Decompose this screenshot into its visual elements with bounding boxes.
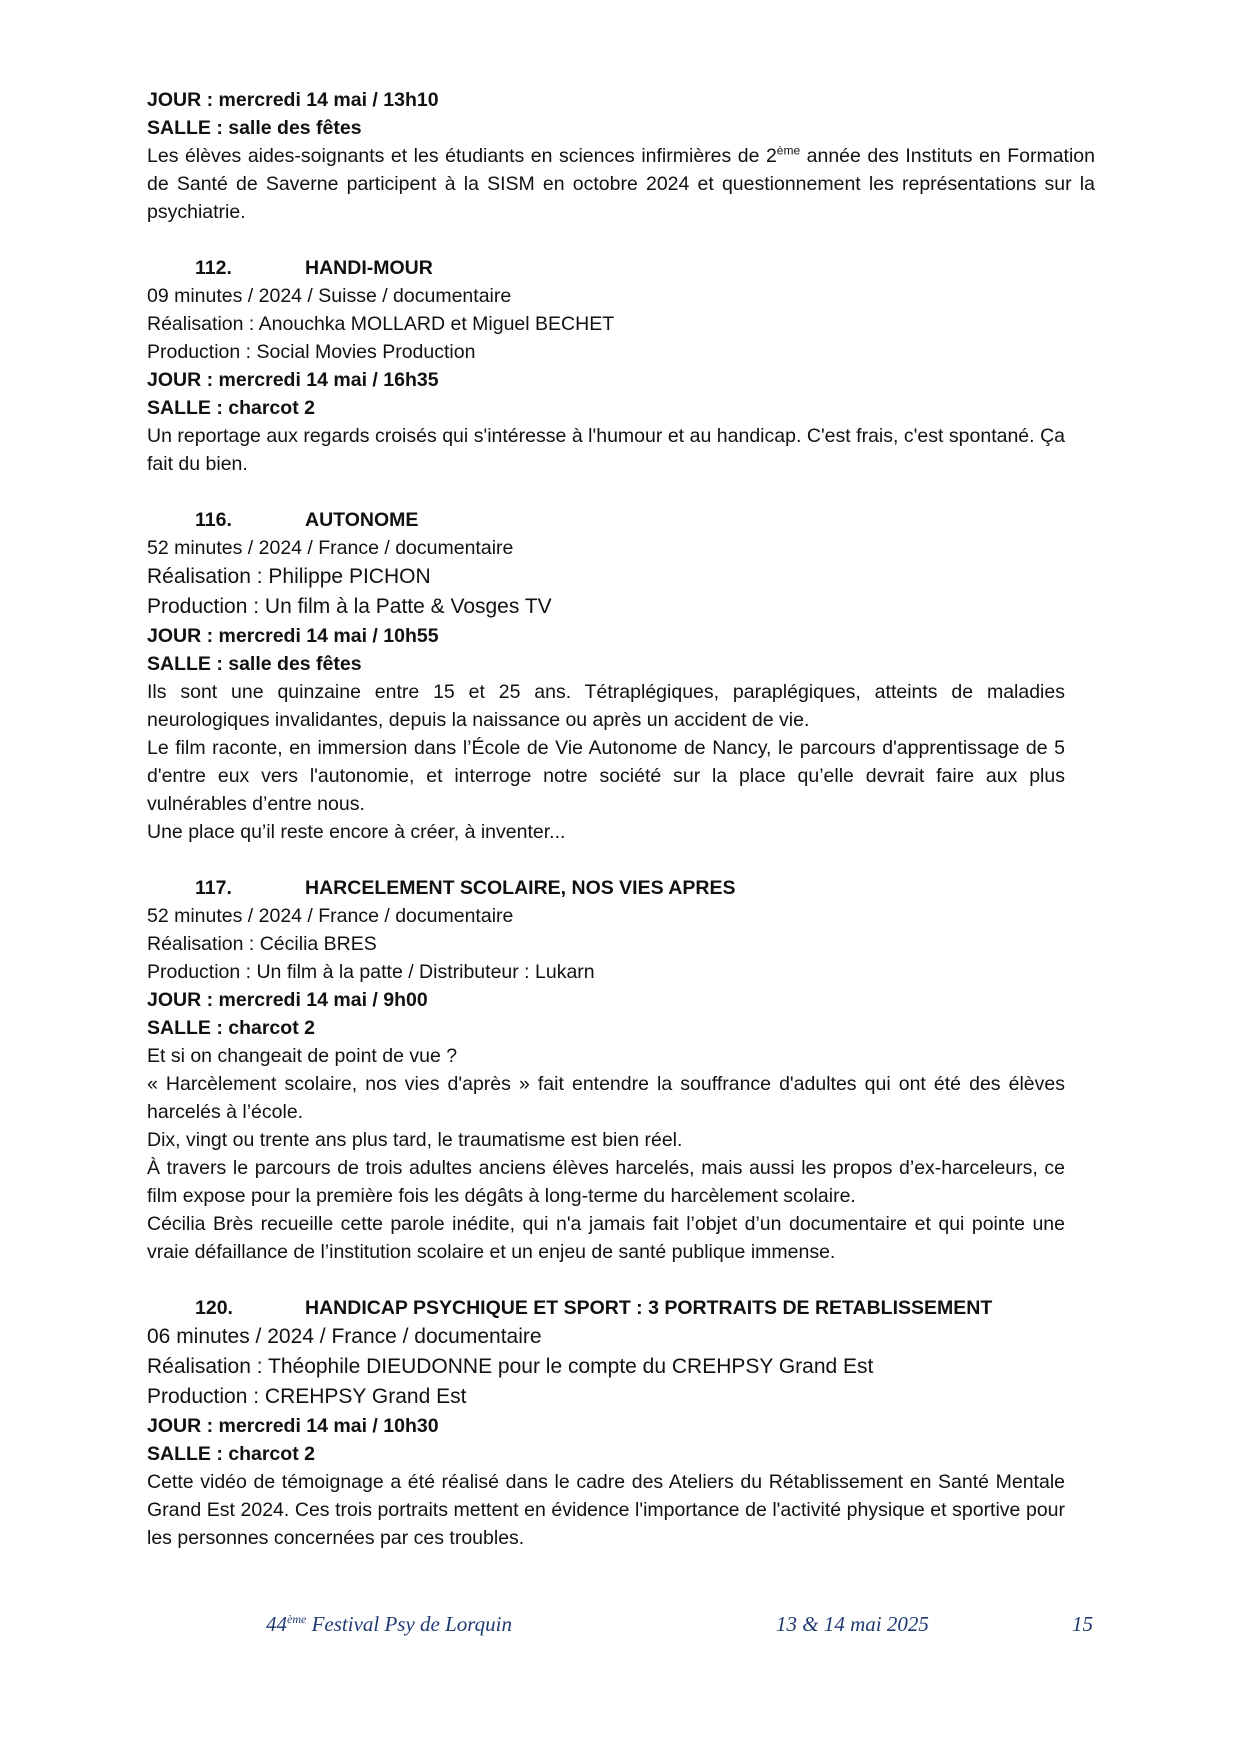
film-number: 116. bbox=[195, 509, 232, 531]
film-production: Production : CREHPSY Grand Est bbox=[147, 1385, 467, 1408]
film-jour: JOUR : mercredi 14 mai / 10h55 bbox=[147, 625, 439, 647]
film-salle: SALLE : salle des fêtes bbox=[147, 653, 362, 675]
film-salle: SALLE : charcot 2 bbox=[147, 1443, 315, 1465]
film-entry-117 bbox=[147, 874, 1095, 1266]
film-salle: SALLE : charcot 2 bbox=[147, 1017, 315, 1039]
film-title: HANDICAP PSYCHIQUE ET SPORT : 3 PORTRAITS DE RETABLISSEMENT bbox=[305, 1297, 993, 1319]
intro-jour: JOUR : mercredi 14 mai / 13h10 bbox=[147, 89, 439, 111]
film-heading bbox=[147, 1294, 1095, 1322]
film-realisation: Réalisation : Théophile DIEUDONNE pour le compte du CREHPSY Grand Est bbox=[147, 1355, 874, 1378]
film-production: Production : Un film à la patte / Distributeur : Lukarn bbox=[147, 961, 595, 983]
film-description: Le film raconte, en immersion dans l’École de Vie Autonome de Nancy, le parcours d'apprentissage de 5 d'entre eux vers l'autonomie, et interroge notre société sur la place qu’elle devrait faire aux plus vulnérables d’entre nous. bbox=[147, 737, 1065, 815]
film-jour: JOUR : mercredi 14 mai / 16h35 bbox=[147, 369, 439, 391]
film-production: Production : Social Movies Production bbox=[147, 341, 476, 363]
film-description: Ils sont une quinzaine entre 15 et 25 ans. Tétraplégiques, paraplégiques, atteints de maladies neurologiques invalidantes, depuis la naissance ou après un accident de vie. bbox=[147, 681, 1065, 731]
film-info: 52 minutes / 2024 / France / documentaire bbox=[147, 905, 514, 927]
film-entry-120 bbox=[147, 1294, 1095, 1552]
film-number: 120. bbox=[195, 1297, 233, 1319]
film-entry-112 bbox=[147, 254, 1095, 478]
document-page bbox=[147, 86, 1095, 1552]
intro-salle: SALLE : salle des fêtes bbox=[147, 117, 362, 139]
page-footer bbox=[0, 1612, 1241, 1642]
film-description: À travers le parcours de trois adultes anciens élèves harcelés, mais aussi les propos d’ex-harceleurs, ce film expose pour la première fois les dégâts à long-terme du harcèlement scolaire. bbox=[147, 1157, 1065, 1207]
film-info: 52 minutes / 2024 / France / documentaire bbox=[147, 537, 514, 559]
film-description: « Harcèlement scolaire, nos vies d'après » fait entendre la souffrance d'adultes qui ont été des élèves harcelés à l’école. bbox=[147, 1073, 1065, 1123]
film-number: 112. bbox=[195, 257, 232, 279]
film-title: HANDI-MOUR bbox=[305, 257, 433, 279]
film-heading bbox=[147, 254, 1095, 282]
film-info: 09 minutes / 2024 / Suisse / documentaire bbox=[147, 285, 512, 307]
film-title: HARCELEMENT SCOLAIRE, NOS VIES APRES bbox=[305, 877, 736, 899]
film-realisation: Réalisation : Cécilia BRES bbox=[147, 933, 377, 955]
film-description: Dix, vingt ou trente ans plus tard, le traumatisme est bien réel. bbox=[147, 1129, 683, 1151]
film-entry-116 bbox=[147, 506, 1095, 846]
film-jour: JOUR : mercredi 14 mai / 10h30 bbox=[147, 1415, 439, 1437]
footer-dates: 13 & 14 mai 2025 bbox=[776, 1612, 929, 1636]
film-description: Et si on changeait de point de vue ? bbox=[147, 1045, 458, 1067]
page-number: 15 bbox=[1072, 1612, 1093, 1636]
film-salle: SALLE : charcot 2 bbox=[147, 397, 315, 419]
film-description: Une place qu’il reste encore à créer, à inventer... bbox=[147, 821, 566, 843]
film-jour: JOUR : mercredi 14 mai / 9h00 bbox=[147, 989, 428, 1011]
film-realisation: Réalisation : Anouchka MOLLARD et Miguel BECHET bbox=[147, 313, 615, 335]
film-title: AUTONOME bbox=[305, 509, 419, 531]
footer-festival: 44ème Festival Psy de Lorquin bbox=[266, 1612, 513, 1636]
film-description: Un reportage aux regards croisés qui s'intéresse à l'humour et au handicap. C'est frais, c'est spontané. Ça fait du bien. bbox=[147, 425, 1065, 475]
film-number: 117. bbox=[195, 877, 232, 899]
film-heading bbox=[147, 506, 1095, 534]
film-info: 06 minutes / 2024 / France / documentaire bbox=[147, 1325, 542, 1348]
intro-description: Les élèves aides-soignants et les étudiants en sciences infirmières de 2ème année des Instituts en Formation de Santé de Saverne participent à la SISM en octobre 2024 et questionnement les représentations sur la psychiatrie. bbox=[147, 143, 1095, 223]
film-heading bbox=[147, 874, 1095, 902]
intro-section bbox=[147, 86, 1095, 226]
film-realisation: Réalisation : Philippe PICHON bbox=[147, 565, 431, 588]
film-production: Production : Un film à la Patte & Vosges TV bbox=[147, 595, 552, 618]
film-description: Cécilia Brès recueille cette parole inédite, qui n'a jamais fait l’objet d’un documentaire et qui pointe une vraie défaillance de l’institution scolaire et un enjeu de santé publique immense. bbox=[147, 1213, 1065, 1263]
film-description: Cette vidéo de témoignage a été réalisé dans le cadre des Ateliers du Rétablissement en Santé Mentale Grand Est 2024. Ces trois portraits mettent en évidence l'importance de l'activité physique et sportive pour les personnes concernées par ces troubles. bbox=[147, 1471, 1065, 1549]
